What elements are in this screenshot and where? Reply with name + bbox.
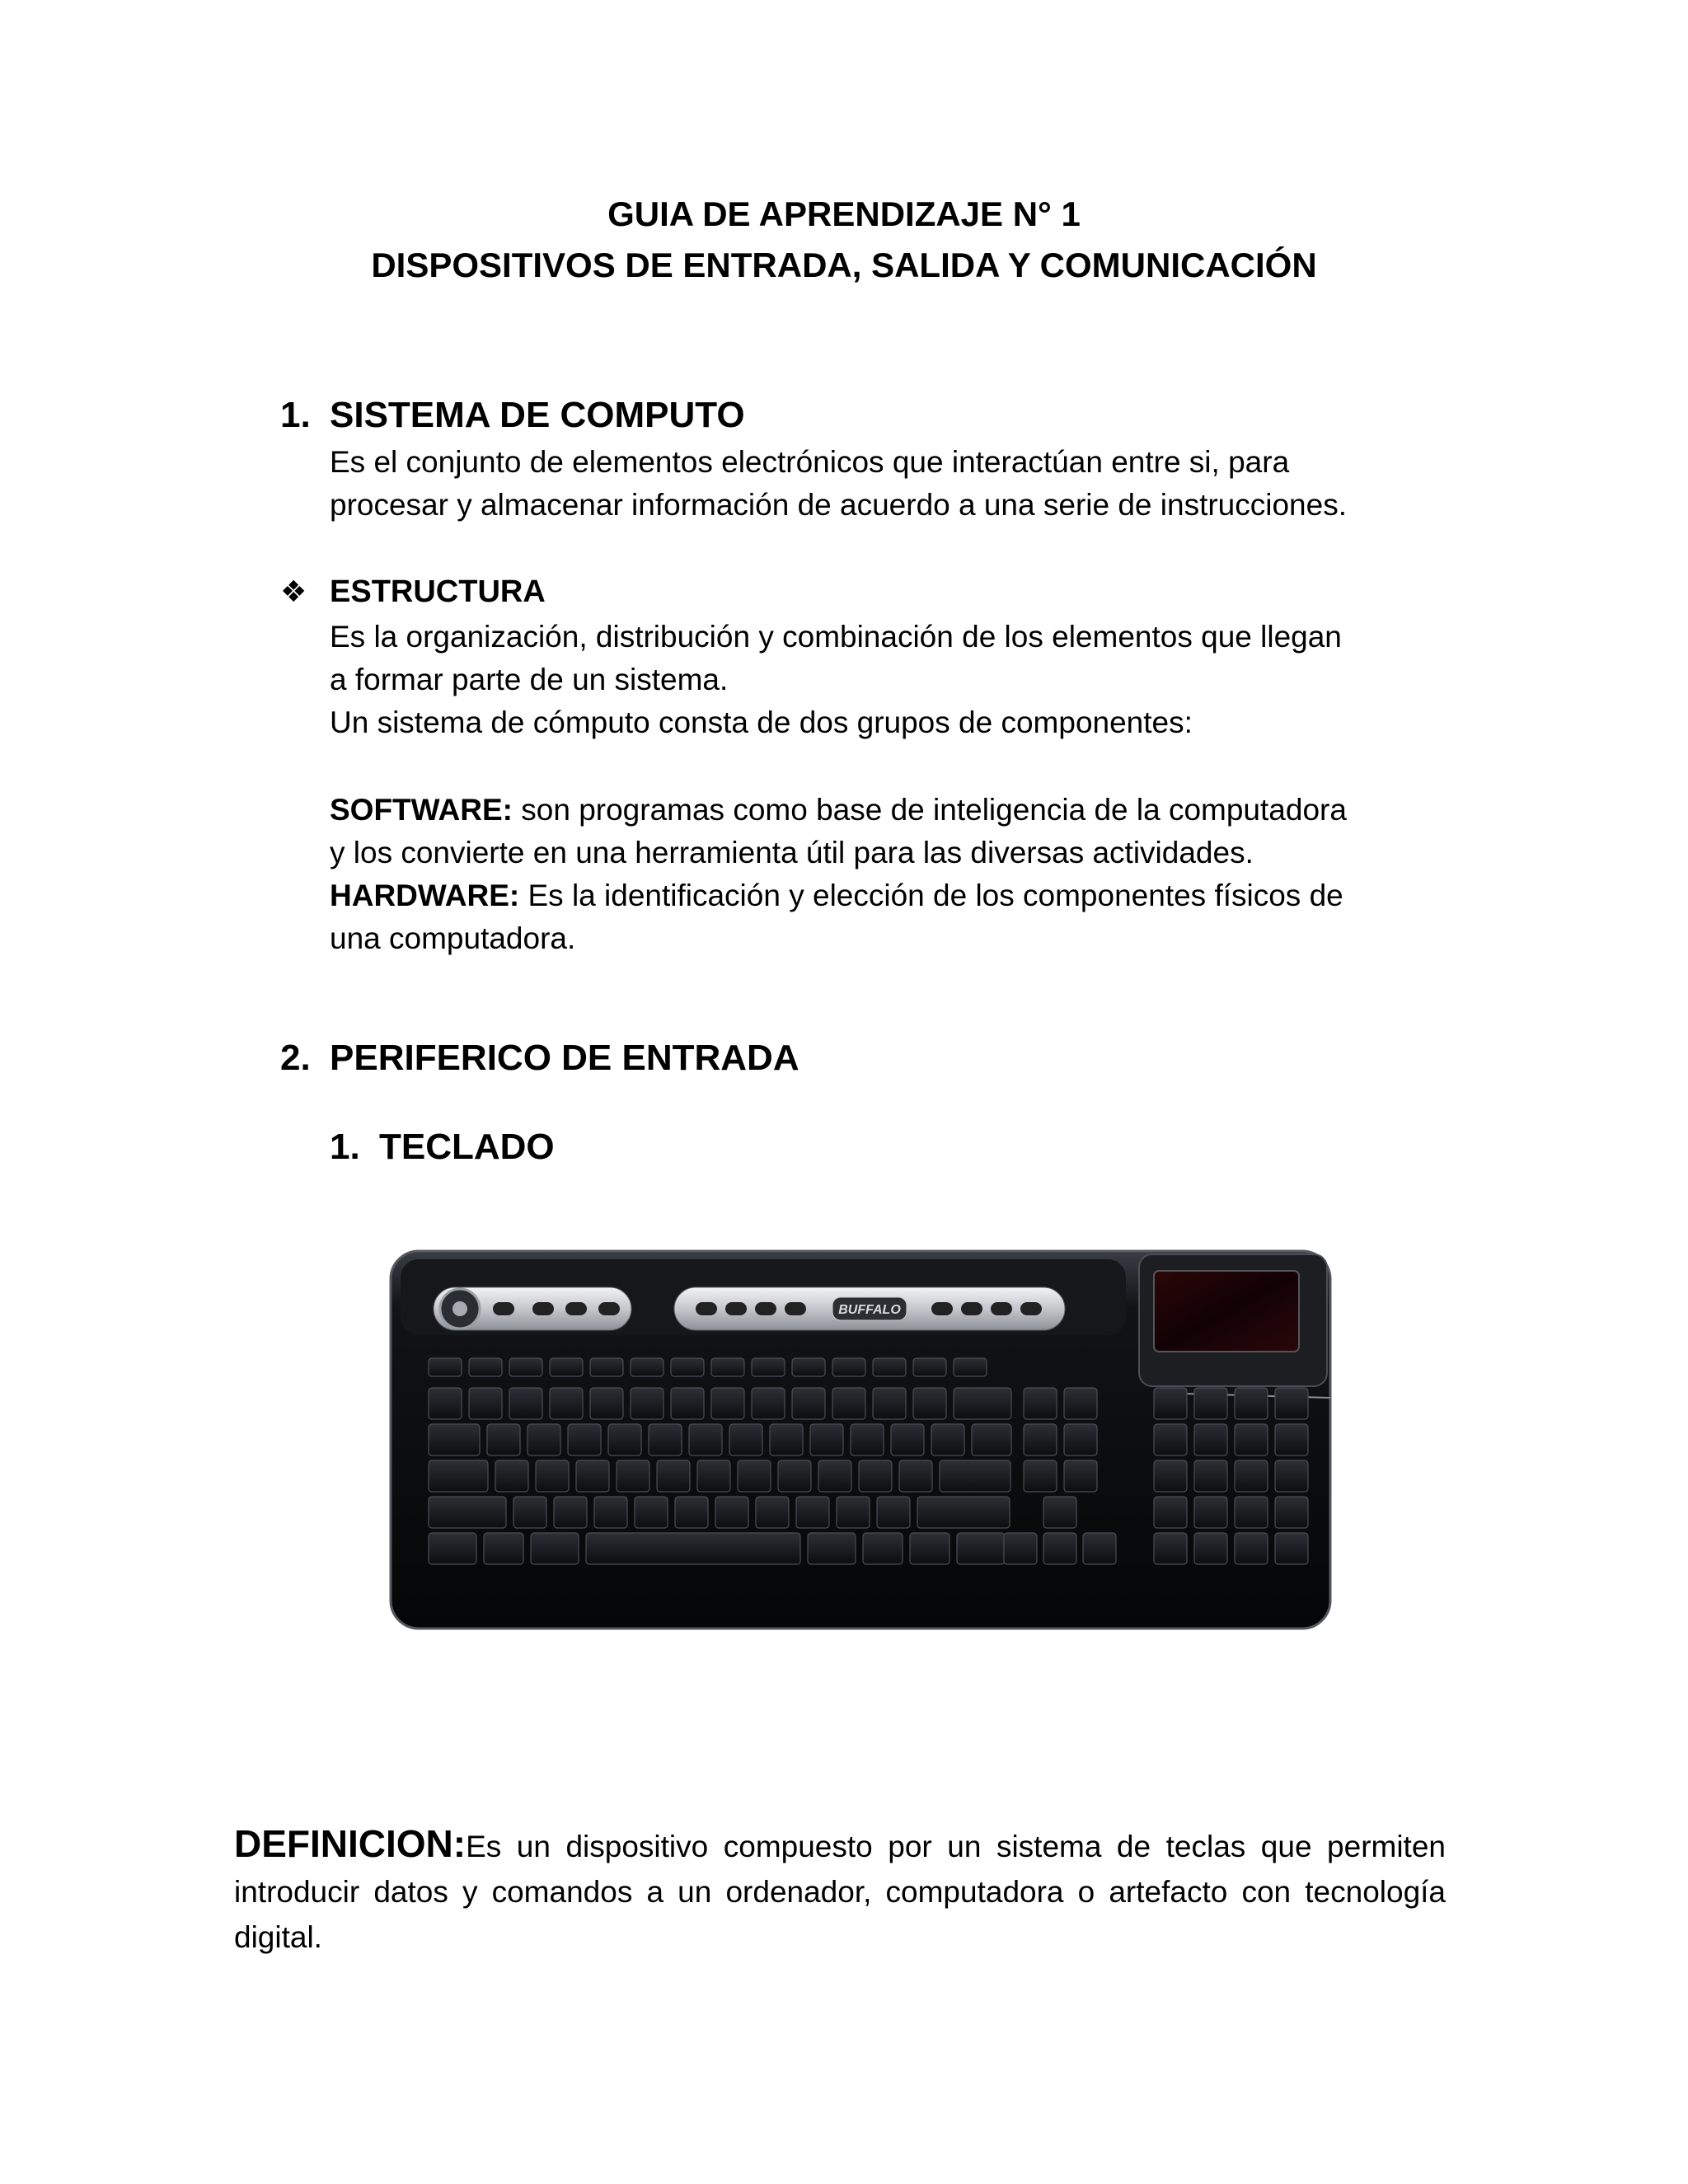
keyboard-key	[1154, 1497, 1187, 1528]
estructura-text-line2: a formar parte de un sistema.	[330, 663, 729, 696]
keyboard-key	[1004, 1533, 1037, 1564]
document-title-line2: DISPOSITIVOS DE ENTRADA, SALIDA Y COMUNICACIÓN	[371, 246, 1317, 284]
keyboard-key	[590, 1388, 623, 1419]
keyboard-key	[1235, 1533, 1268, 1564]
keyboard-key	[697, 1460, 730, 1492]
keyboard-key	[469, 1388, 502, 1419]
keyboard-key	[608, 1424, 641, 1455]
definition-text: Es un dispositivo compuesto por un sistema de teclas que permiten introducir datos y comandos a un ordenador, computadora o artefacto con tecnología digital.	[234, 1830, 1446, 1954]
keyboard-key	[957, 1533, 1005, 1564]
section2-heading: PERIFERICO DE ENTRADA	[330, 1038, 799, 1078]
keyboard-key	[1043, 1533, 1076, 1564]
keyboard-key	[778, 1460, 811, 1492]
keyboard-key	[469, 1358, 502, 1376]
keyboard-key	[531, 1533, 579, 1564]
keyboard-key	[617, 1460, 649, 1492]
keyboard-key	[1154, 1460, 1187, 1492]
keyboard-key	[1235, 1460, 1268, 1492]
hardware-label: HARDWARE:	[330, 879, 520, 912]
estructura-text-line1: Es la organización, distribución y combinación de los elementos que llegan	[330, 620, 1342, 654]
brand-logo: BUFFALO	[838, 1303, 901, 1317]
keyboard-key	[509, 1358, 542, 1376]
keyboard-key	[1275, 1460, 1308, 1492]
definition-label: DEFINICION:	[234, 1822, 467, 1865]
keyboard-key	[495, 1460, 528, 1492]
keyboard-key	[576, 1460, 609, 1492]
keyboard-key	[536, 1460, 569, 1492]
keyboard-key	[635, 1497, 668, 1528]
keyboard-key	[550, 1388, 583, 1419]
keyboard-key	[796, 1497, 829, 1528]
keyboard-key	[738, 1460, 771, 1492]
keyboard-key	[429, 1497, 506, 1528]
keyboard-key	[711, 1388, 744, 1419]
keyboard-key	[1154, 1424, 1187, 1455]
keyboard-key	[550, 1358, 583, 1376]
hardware-line1	[330, 874, 1343, 917]
keyboard-key	[810, 1424, 843, 1455]
keyboard-key	[586, 1533, 800, 1564]
software-line1	[330, 788, 1347, 832]
subsection-heading: TECLADO	[379, 1127, 555, 1167]
hardware-line2: una computadora.	[330, 921, 576, 955]
section1-text-line1: Es el conjunto de elementos electrónicos que interactúan entre si, para	[330, 445, 1290, 479]
keyboard-key	[487, 1424, 520, 1455]
keyboard-key	[568, 1424, 601, 1455]
keyboard-key	[671, 1388, 704, 1419]
keyboard-key	[1024, 1424, 1057, 1455]
keyboard-key	[752, 1388, 785, 1419]
keyboard-key	[863, 1533, 903, 1564]
keyboard-key	[631, 1388, 663, 1419]
keyboard-key	[913, 1358, 946, 1376]
definition-paragraph	[234, 1821, 1446, 1960]
keyboard-key	[851, 1424, 884, 1455]
keyboard-key	[484, 1533, 523, 1564]
keyboard-key	[1154, 1533, 1187, 1564]
keyboard-key	[1275, 1533, 1308, 1564]
keyboard-key	[954, 1388, 1011, 1419]
keyboard-key	[509, 1388, 542, 1419]
keyboard-key	[1194, 1460, 1227, 1492]
keyboard-key	[590, 1358, 623, 1376]
hardware-text: Es la identificación y elección de los componentes físicos de	[519, 879, 1343, 912]
keyboard-key	[770, 1424, 803, 1455]
section1-heading: SISTEMA DE COMPUTO	[330, 395, 745, 435]
keyboard-key	[1194, 1533, 1227, 1564]
keyboard-key	[752, 1358, 785, 1376]
keyboard-key	[818, 1460, 851, 1492]
section2-number: 2.	[280, 1038, 311, 1078]
section1-number: 1.	[280, 395, 311, 435]
keyboard-key	[429, 1358, 462, 1376]
keyboard-key	[675, 1497, 708, 1528]
estructura-heading: ESTRUCTURA	[330, 574, 546, 609]
keyboard-key	[1194, 1497, 1227, 1528]
keyboard-key	[859, 1460, 892, 1492]
keyboard-key	[837, 1497, 870, 1528]
keyboard-key	[931, 1424, 964, 1455]
keyboard-key	[873, 1358, 906, 1376]
keyboard-key	[1235, 1388, 1268, 1419]
keyboard-key	[792, 1388, 825, 1419]
keyboard-key	[1064, 1388, 1097, 1419]
keyboard-key	[877, 1497, 910, 1528]
keyboard-key	[1194, 1388, 1227, 1419]
keyboard-key	[1275, 1424, 1308, 1455]
keyboard-key	[429, 1533, 476, 1564]
keyboard-key	[1235, 1497, 1268, 1528]
keyboard-key	[429, 1388, 462, 1419]
keyboard-key	[756, 1497, 789, 1528]
estructura-text-line3: Un sistema de cómputo consta de dos grupos de componentes:	[330, 705, 1193, 739]
keyboard-key	[873, 1388, 906, 1419]
keyboard-key	[554, 1497, 587, 1528]
keyboard-key	[528, 1424, 560, 1455]
keyboard-key	[729, 1424, 762, 1455]
keyboard-key	[1154, 1388, 1187, 1419]
keyboard-key	[671, 1358, 704, 1376]
software-text: son programas como base de inteligencia de la computadora	[512, 793, 1347, 827]
keyboard-key	[513, 1497, 546, 1528]
keyboard-key	[1083, 1533, 1116, 1564]
keyboard-key	[649, 1424, 682, 1455]
keyboard-key	[940, 1460, 1010, 1492]
keyboard-key	[792, 1358, 825, 1376]
subsection-number: 1.	[330, 1127, 360, 1167]
keyboard-key	[689, 1424, 722, 1455]
keyboard-key	[832, 1358, 865, 1376]
keyboard-key	[631, 1358, 663, 1376]
keyboard-key	[429, 1460, 488, 1492]
keyboard-key	[1275, 1497, 1308, 1528]
keyboard-key	[808, 1533, 856, 1564]
keyboard-key	[891, 1424, 924, 1455]
keyboard-key	[715, 1497, 748, 1528]
keyboard-key	[917, 1497, 1010, 1528]
software-line2: y los convierte en una herramienta útil para las diversas actividades.	[330, 836, 1254, 869]
keyboard-key	[657, 1460, 690, 1492]
keyboard-key	[1275, 1388, 1308, 1419]
document-title-line1: GUIA DE APRENDIZAJE N° 1	[607, 194, 1081, 233]
keyboard-key	[711, 1358, 744, 1376]
keyboard-key	[1064, 1424, 1097, 1455]
keyboard-image	[387, 1244, 1335, 1632]
keyboard-key	[1024, 1460, 1057, 1492]
keyboard-key	[954, 1358, 987, 1376]
keyboard-key	[1024, 1388, 1057, 1419]
keyboard-key	[910, 1533, 950, 1564]
keyboard-key	[1043, 1497, 1076, 1528]
section1-text-line2: procesar y almacenar información de acuerdo a una serie de instrucciones.	[330, 488, 1347, 522]
diamond-bullet-icon: ❖	[280, 574, 307, 608]
keyboard-key	[832, 1388, 865, 1419]
software-label: SOFTWARE:	[330, 793, 513, 827]
keyboard-key	[429, 1424, 480, 1455]
keyboard-key	[1235, 1424, 1268, 1455]
keyboard-key	[913, 1388, 946, 1419]
keyboard-key	[972, 1424, 1011, 1455]
keyboard-key	[1064, 1460, 1097, 1492]
keyboard-key	[1194, 1424, 1227, 1455]
keyboard-key	[899, 1460, 932, 1492]
keyboard-key	[594, 1497, 627, 1528]
